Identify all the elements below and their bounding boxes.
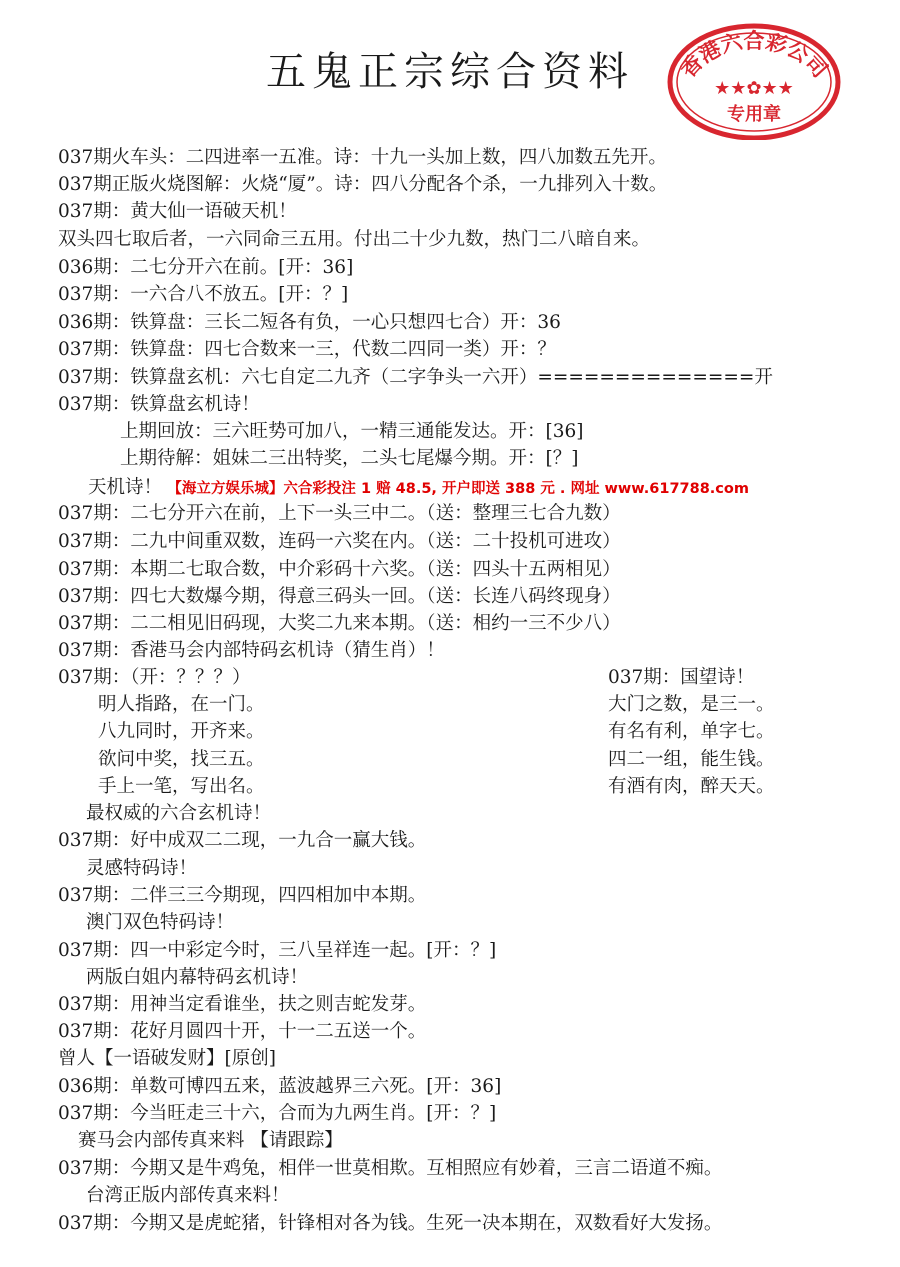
text-line: 037期：本期二七取合数，中介彩码十六奖。（送：四头十五两相见）	[58, 559, 621, 580]
text-line: 037期：二伴三三今期现，四四相加中本期。	[58, 885, 427, 906]
text-line: 037期：黄大仙一语破天机！	[58, 201, 297, 222]
text-line: 036期：铁算盘：三长二短各有负，一心只想四七合）开：36	[58, 312, 561, 333]
company-seal	[664, 20, 844, 140]
right-poem-line: 有名有利，单字七。	[608, 721, 775, 742]
seal-bottom-text: 专用章	[727, 104, 781, 125]
right-poem-line: 有酒有肉，醉天天。	[608, 776, 775, 797]
text-line: 037期：二九中间重双数，连码一六奖在内。（送：二十投机可进攻）	[58, 531, 621, 552]
left-poem-line: 欲问中奖，找三五。	[98, 749, 265, 770]
seal-top-text: 香港六合彩公司	[675, 29, 833, 83]
section-heading: 台湾正版内部传真来料！	[86, 1185, 290, 1206]
text-line: 037期：今期又是牛鸡兔，相伴一世莫相欺。互相照应有妙着，三言二语道不痴。	[58, 1158, 723, 1179]
seal-stars: ★★✿★★	[714, 78, 794, 99]
left-poem-line: 八九同时，开齐来。	[98, 721, 265, 742]
text-line: 037期：二七分开六在前，上下一头三中二。（送：整理三七合九数）	[58, 503, 621, 524]
text-line: 037期：今当旺走三十六，合而为九两生肖。[开：？]	[58, 1103, 497, 1124]
section-heading: 两版白姐内幕特码玄机诗！	[86, 967, 309, 988]
text-line: 037期：香港马会内部特码玄机诗（猜生肖）！	[58, 640, 445, 661]
text-line: 037期正版火烧图解：火烧“厦”。诗：四八分配各个杀，一九排列入十数。	[58, 174, 668, 195]
text-line: 037期：（开：？？？）	[58, 667, 251, 688]
right-poem-title: 037期：国望诗！	[608, 667, 755, 688]
text-line: 037期：四一中彩定今时，三八呈祥连一起。[开：？]	[58, 940, 497, 961]
text-line: 037期：铁算盘：四七合数来一三，代数二四同一类）开：？	[58, 339, 556, 360]
text-line: 037期：花好月圆四十开，十一二五送一个。	[58, 1021, 427, 1042]
ad-banner	[88, 476, 749, 501]
section-heading: 澳门双色特码诗！	[86, 912, 235, 933]
section-heading: 灵感特码诗！	[86, 858, 198, 879]
section-heading: 曾人【一语破发财】[原创]	[58, 1048, 276, 1069]
text-line: 037期：一六合八不放五。[开：？]	[58, 284, 349, 305]
ad-text: 【海立方娱乐城】六合彩投注 1 赔 48.5, 开户即送 388 元 . 网址 www.617788.com	[167, 481, 749, 497]
section-heading: 赛马会内部传真来料 【请跟踪】	[78, 1130, 343, 1151]
right-poem-line: 四二一组，能生钱。	[608, 749, 775, 770]
text-line: 双头四七取后者，一六同命三五用。付出二十少九数，热门二八暗自来。	[58, 229, 651, 250]
text-line: 037期：用神当定看谁坐，扶之则吉蛇发芽。	[58, 994, 427, 1015]
text-line: 036期：二七分开六在前。[开：36]	[58, 257, 354, 278]
text-line: 037期：今期又是虎蛇猪，针锋相对各为钱。生死一决本期在，双数看好大发扬。	[58, 1213, 723, 1234]
ad-lead: 天机诗！	[88, 477, 163, 498]
text-line: 037期火车头：二四进率一五准。诗：十九一头加上数，四八加数五先开。	[58, 147, 667, 168]
right-poem-line: 大门之数，是三一。	[608, 694, 775, 715]
left-poem-line: 明人指路，在一门。	[98, 694, 265, 715]
text-line: 上期待解：姐妹二三出特奖，二头七尾爆今期。开：[？]	[120, 448, 579, 469]
text-line: 036期：单数可博四五来，蓝波越界三六死。[开：36]	[58, 1076, 502, 1097]
left-poem-line: 手上一笔，写出名。	[98, 776, 265, 797]
text-line: 037期：好中成双二二现，一九合一赢大钱。	[58, 830, 427, 851]
text-line: 037期：四七大数爆今期，得意三码头一回。（送：长连八码终现身）	[58, 586, 621, 607]
text-line: 037期：铁算盘玄机：六七自定二九齐（二字争头一六开）==============开	[58, 367, 773, 388]
page-title: 五鬼正宗综合资料	[266, 49, 634, 95]
text-line: 上期回放：三六旺势可加八，一精三通能发达。开：[36]	[120, 421, 584, 442]
text-line: 037期：二二相见旧码现，大奖二九来本期。（送：相约一三不少八）	[58, 613, 621, 634]
text-line: 037期：铁算盘玄机诗！	[58, 394, 260, 415]
section-heading: 最权威的六合玄机诗！	[86, 803, 272, 824]
